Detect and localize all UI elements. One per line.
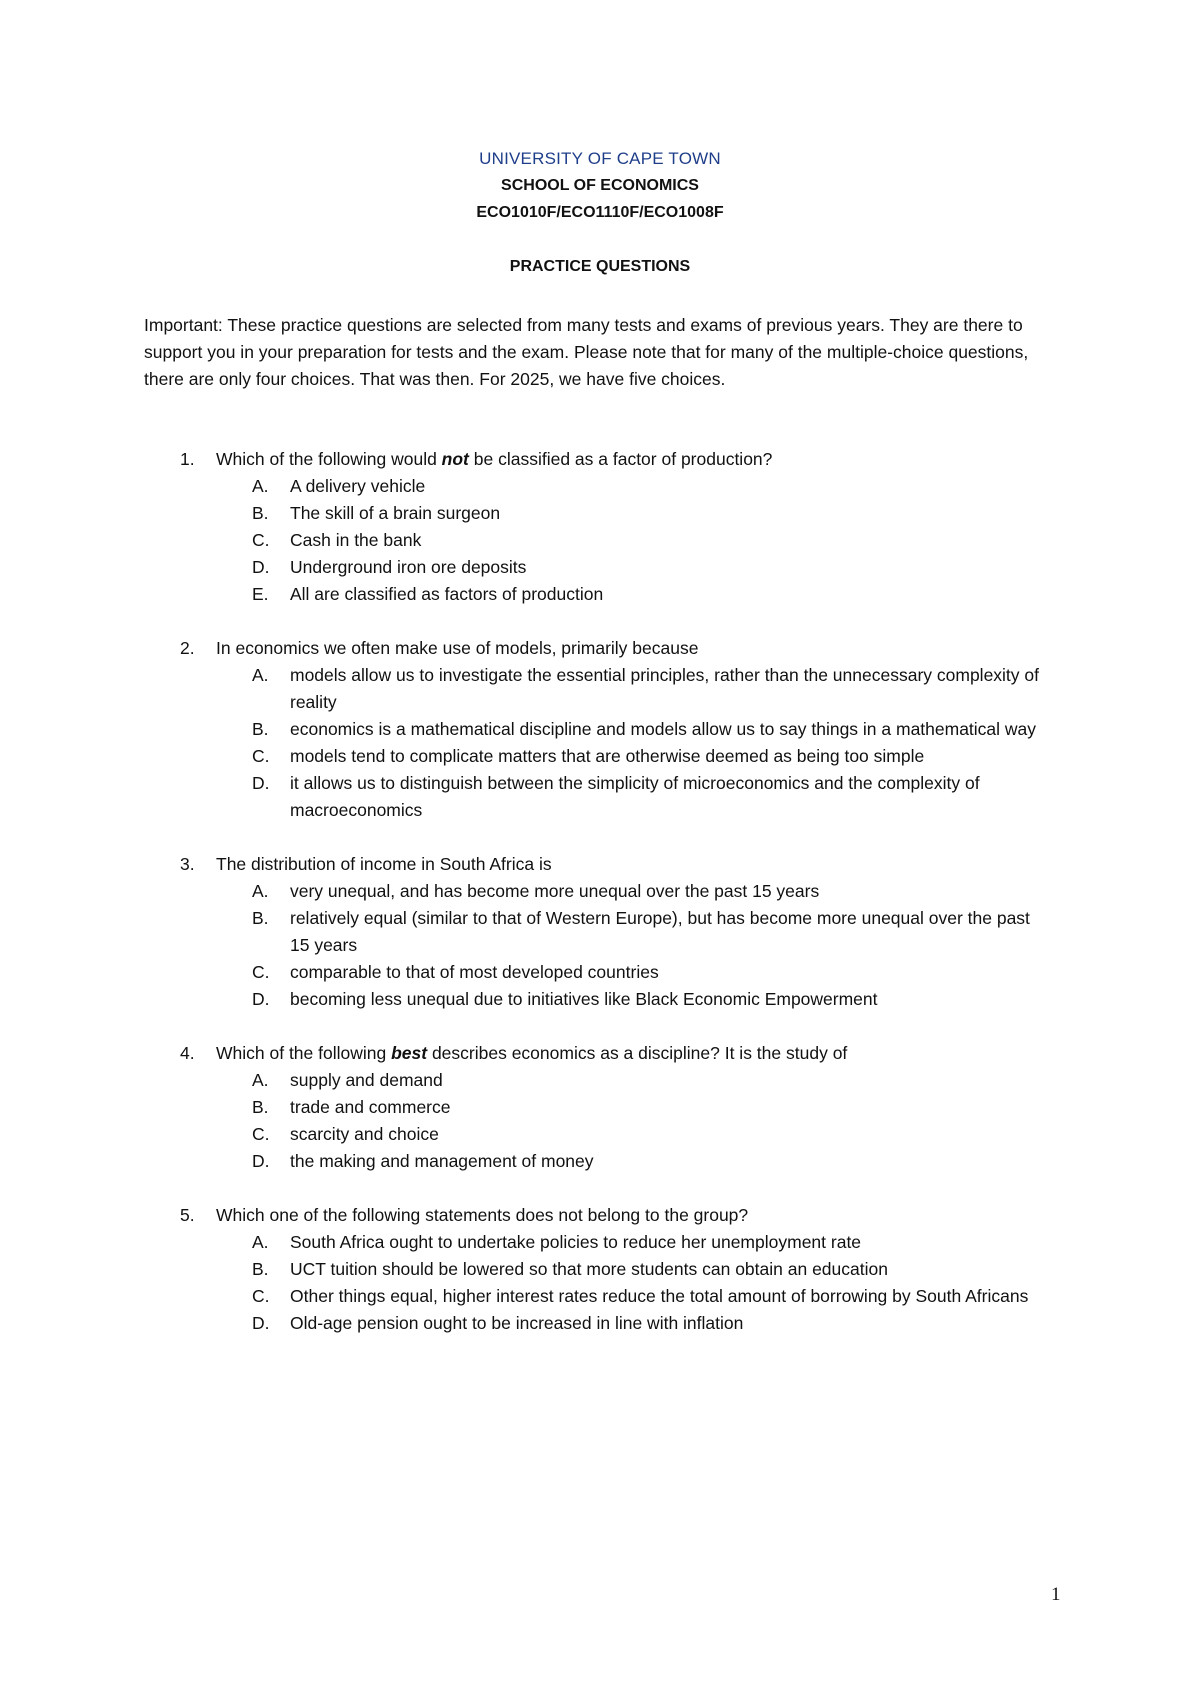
option-text: Other things equal, higher interest rates reduce the total amount of borrowing by South Africans bbox=[290, 1286, 1029, 1306]
question-list bbox=[0, 446, 1200, 1364]
answer-option bbox=[0, 473, 1050, 500]
answer-option bbox=[0, 1121, 1050, 1148]
answer-option bbox=[0, 1310, 1050, 1337]
question-stem bbox=[0, 446, 1200, 473]
option-letter: D. bbox=[252, 773, 270, 793]
option-text: South Africa ought to undertake policies to reduce her unemployment rate bbox=[290, 1232, 862, 1252]
answer-option bbox=[0, 986, 1050, 1013]
page-number: 1 bbox=[1051, 1584, 1061, 1605]
option-text: becoming less unequal due to initiatives like Black Economic Empowerment bbox=[290, 989, 878, 1009]
question-text: In economics we often make use of models, primarily because bbox=[216, 638, 699, 658]
option-letter: C. bbox=[252, 1286, 270, 1306]
question-stem bbox=[0, 1202, 1200, 1229]
question-text: Which one of the following statements does not belong to the group? bbox=[216, 1205, 749, 1225]
question-item bbox=[0, 635, 1200, 824]
option-text: trade and commerce bbox=[290, 1097, 451, 1117]
document-title: PRACTICE QUESTIONS bbox=[509, 258, 691, 275]
option-text: The skill of a brain surgeon bbox=[290, 503, 501, 523]
answer-option bbox=[0, 1283, 1050, 1310]
school-name: SCHOOL OF ECONOMICS bbox=[501, 177, 699, 194]
option-letter: A. bbox=[252, 665, 269, 685]
option-text: UCT tuition should be lowered so that more students can obtain an education bbox=[290, 1259, 888, 1279]
option-text: comparable to that of most developed countries bbox=[290, 962, 659, 982]
option-text: it allows us to distinguish between the simplicity of microeconomics and the complexity of macroeconomics bbox=[290, 773, 980, 820]
question-stem bbox=[0, 1040, 1200, 1067]
option-text: All are classified as factors of production bbox=[290, 584, 604, 604]
option-text: supply and demand bbox=[290, 1070, 443, 1090]
option-text: scarcity and choice bbox=[290, 1124, 439, 1144]
answer-option bbox=[0, 716, 1050, 743]
option-letter: D. bbox=[252, 557, 270, 577]
option-text: models allow us to investigate the essential principles, rather than the unnecessary complexity of reality bbox=[290, 665, 1040, 712]
option-text: Cash in the bank bbox=[290, 530, 422, 550]
question-stem bbox=[0, 635, 1200, 662]
option-letter: B. bbox=[252, 908, 269, 928]
question-item bbox=[0, 851, 1200, 1013]
option-text: relatively equal (similar to that of Western Europe), but has become more unequal over the past 15 years bbox=[290, 908, 1030, 955]
question-text-continued: describes economics as a discipline? It is the study of bbox=[427, 1043, 848, 1063]
answer-option bbox=[0, 878, 1050, 905]
option-letter: C. bbox=[252, 962, 270, 982]
option-letter: D. bbox=[252, 1313, 270, 1333]
answer-option bbox=[0, 527, 1050, 554]
answer-option bbox=[0, 581, 1050, 608]
option-letter: C. bbox=[252, 746, 270, 766]
course-codes: ECO1010F/ECO1110F/ECO1008F bbox=[476, 204, 724, 221]
option-text: economics is a mathematical discipline and models allow us to say things in a mathematical way bbox=[290, 719, 1037, 739]
answer-option bbox=[0, 770, 1050, 824]
answer-option bbox=[0, 1229, 1050, 1256]
option-text: Underground iron ore deposits bbox=[290, 557, 527, 577]
option-text: the making and management of money bbox=[290, 1151, 594, 1171]
option-letter: E. bbox=[252, 584, 269, 604]
question-text: Which of the following would bbox=[216, 449, 442, 469]
option-letter: A. bbox=[252, 881, 269, 901]
answer-option bbox=[0, 500, 1050, 527]
answer-option bbox=[0, 554, 1050, 581]
university-name: UNIVERSITY OF CAPE TOWN bbox=[479, 149, 721, 168]
answer-option bbox=[0, 662, 1050, 716]
intro-text: Important: These practice questions are selected from many tests and exams of previous years. They are there to support you in your preparation for tests and the exam. Please note that for many of the multiple-choice questions, there are only four choices. That was then. For 2025, we have five choices. bbox=[144, 315, 1029, 389]
answer-option bbox=[0, 1256, 1050, 1283]
question-number: 5. bbox=[180, 1205, 195, 1225]
answer-option bbox=[0, 1067, 1050, 1094]
question-number: 2. bbox=[180, 638, 195, 658]
question-emphasis: not bbox=[441, 449, 469, 469]
question-item bbox=[0, 446, 1200, 608]
question-number: 4. bbox=[180, 1043, 195, 1063]
question-text: The distribution of income in South Africa is bbox=[216, 854, 552, 874]
answer-option bbox=[0, 743, 1050, 770]
option-text: Old-age pension ought to be increased in line with inflation bbox=[290, 1313, 744, 1333]
answer-option bbox=[0, 905, 1050, 959]
option-letter: A. bbox=[252, 1232, 269, 1252]
answer-option bbox=[0, 1148, 1050, 1175]
question-item bbox=[0, 1202, 1200, 1337]
option-letter: C. bbox=[252, 530, 270, 550]
answer-option bbox=[0, 959, 1050, 986]
answer-option bbox=[0, 1094, 1050, 1121]
question-stem bbox=[0, 851, 1200, 878]
option-text: A delivery vehicle bbox=[290, 476, 426, 496]
intro-paragraph bbox=[144, 312, 1064, 393]
option-letter: B. bbox=[252, 719, 269, 739]
question-text: Which of the following bbox=[216, 1043, 392, 1063]
question-text-continued: be classified as a factor of production? bbox=[468, 449, 773, 469]
question-number: 3. bbox=[180, 854, 195, 874]
question-item bbox=[0, 1040, 1200, 1175]
option-letter: D. bbox=[252, 989, 270, 1009]
option-text: very unequal, and has become more unequal over the past 15 years bbox=[290, 881, 820, 901]
option-text: models tend to complicate matters that are otherwise deemed as being too simple bbox=[290, 746, 925, 766]
option-letter: A. bbox=[252, 1070, 269, 1090]
option-letter: B. bbox=[252, 1259, 269, 1279]
option-letter: C. bbox=[252, 1124, 270, 1144]
option-letter: D. bbox=[252, 1151, 270, 1171]
option-letter: B. bbox=[252, 503, 269, 523]
question-number: 1. bbox=[180, 449, 195, 469]
option-letter: B. bbox=[252, 1097, 269, 1117]
option-letter: A. bbox=[252, 476, 269, 496]
question-emphasis: best bbox=[391, 1043, 428, 1063]
